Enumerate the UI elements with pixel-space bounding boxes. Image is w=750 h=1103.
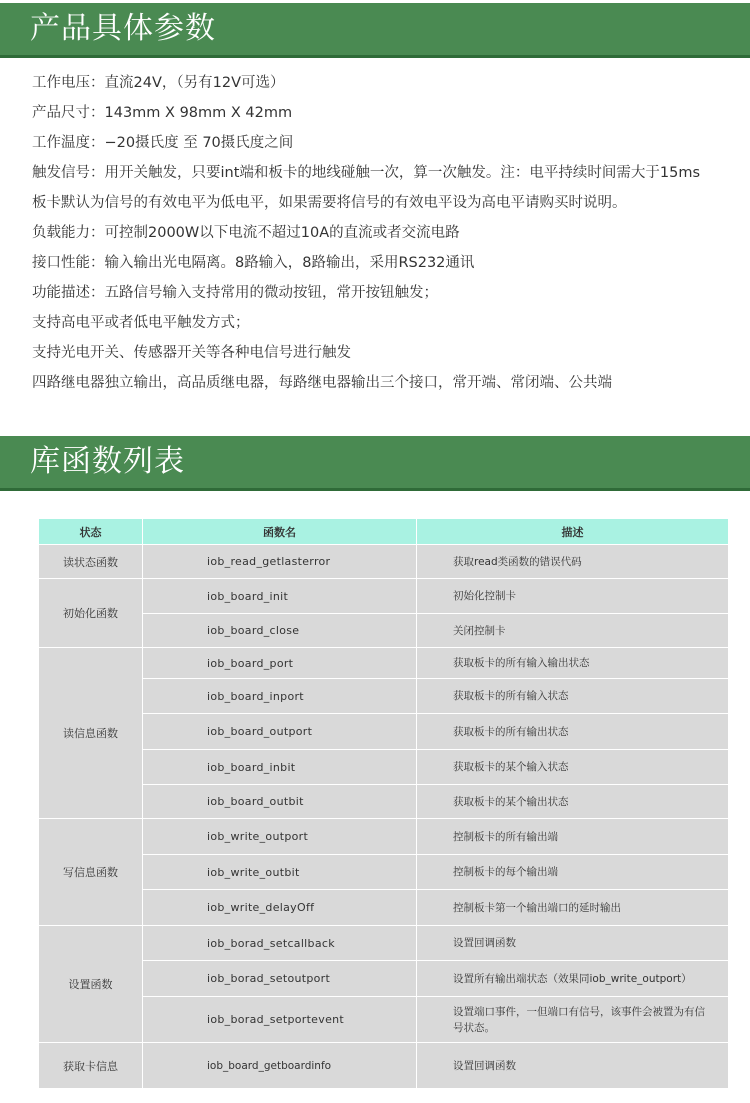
function-name-cell: iob_read_getlasterror (143, 545, 417, 579)
function-name-cell: iob_board_close (143, 614, 417, 648)
description-cell: 控制板卡的所有输出端 (417, 819, 729, 855)
description-cell: 初始化控制卡 (417, 579, 729, 614)
description-cell: 设置回调函数 (417, 1043, 729, 1089)
description-cell: 设置所有输出端状态（效果同iob_write_outport） (417, 961, 729, 997)
spec-line: 支持高电平或者低电平触发方式； (32, 315, 250, 331)
function-table (38, 518, 729, 1089)
table-row (39, 1043, 729, 1089)
description-cell: 控制板卡第一个输出端口的延时输出 (417, 890, 729, 926)
description-cell: 控制板卡的每个输出端 (417, 855, 729, 890)
spec-line: 接口性能：输入输出光电隔离。8路输入，8路输出，采用RS232通讯 (32, 255, 475, 271)
table-row (39, 648, 729, 679)
spec-line: 负载能力：可控制2000W以下电流不超过10A的直流或者交流电路 (32, 225, 460, 241)
table-row (39, 890, 729, 926)
table-row (39, 926, 729, 961)
function-name-cell: iob_board_init (143, 579, 417, 614)
function-name-cell: iob_borad_setportevent (143, 997, 417, 1043)
state-cell: 初始化函数 (39, 579, 143, 648)
description-cell: 获取板卡的某个输出状态 (417, 785, 729, 819)
function-name-cell: iob_write_delayOff (143, 890, 417, 926)
section-title-functions: 库函数列表 (0, 436, 750, 491)
function-name-cell: iob_board_inport (143, 679, 417, 714)
column-header-description: 描述 (417, 519, 729, 545)
table-row (39, 961, 729, 997)
description-cell: 获取板卡的某个输入状态 (417, 750, 729, 785)
function-name-cell: iob_write_outport (143, 819, 417, 855)
table-row (39, 785, 729, 819)
state-cell: 设置函数 (39, 926, 143, 1043)
description-cell: 关闭控制卡 (417, 614, 729, 648)
spec-line: 触发信号：用开关触发，只要int端和板卡的地线碰触一次，算一次触发。注：电平持续时间需大于15ms (32, 165, 701, 181)
spec-line: 四路继电器独立输出，高品质继电器，每路继电器输出三个接口，常开端、常闭端、公共端 (32, 375, 612, 391)
description-cell: 获取板卡的所有输出状态 (417, 714, 729, 750)
description-cell: 设置回调函数 (417, 926, 729, 961)
spec-line: 产品尺寸：143mm X 98mm X 42mm (32, 105, 293, 121)
function-name-cell: iob_board_getboardinfo (143, 1043, 417, 1089)
state-cell: 获取卡信息 (39, 1043, 143, 1089)
spec-line: 支持光电开关、传感器开关等各种电信号进行触发 (32, 345, 351, 361)
state-cell: 读信息函数 (39, 648, 143, 819)
column-header-function-name: 函数名 (143, 519, 417, 545)
table-header-row (39, 519, 729, 545)
function-name-cell: iob_borad_setcallback (143, 926, 417, 961)
function-name-cell: iob_board_port (143, 648, 417, 679)
table-row (39, 579, 729, 614)
description-cell: 获取read类函数的错误代码 (417, 545, 729, 579)
description-cell: 获取板卡的所有输入状态 (417, 679, 729, 714)
function-name-cell: iob_board_outport (143, 714, 417, 750)
table-row (39, 714, 729, 750)
description-cell: 设置端口事件，一但端口有信号，该事件会被置为有信号状态。 (417, 997, 729, 1043)
function-name-cell: iob_board_outbit (143, 785, 417, 819)
table-row (39, 614, 729, 648)
table-row (39, 855, 729, 890)
table-row (39, 997, 729, 1043)
state-cell: 写信息函数 (39, 819, 143, 926)
table-row (39, 750, 729, 785)
spec-line: 工作温度：−20摄氏度 至 70摄氏度之间 (32, 135, 294, 151)
column-header-state: 状态 (39, 519, 143, 545)
table-row (39, 545, 729, 579)
spec-list (32, 68, 744, 398)
function-name-cell: iob_borad_setoutport (143, 961, 417, 997)
spec-line: 板卡默认为信号的有效电平为低电平，如果需要将信号的有效电平设为高电平请购买时说明。 (32, 195, 627, 211)
table-row (39, 819, 729, 855)
spec-line: 功能描述：五路信号输入支持常用的微动按钮，常开按钮触发； (32, 285, 438, 301)
description-cell: 获取板卡的所有输入输出状态 (417, 648, 729, 679)
spec-line: 工作电压：直流24V，（另有12V可选） (32, 75, 285, 91)
table-row (39, 679, 729, 714)
function-name-cell: iob_write_outbit (143, 855, 417, 890)
function-name-cell: iob_board_inbit (143, 750, 417, 785)
section-title-params: 产品具体参数 (0, 3, 750, 58)
state-cell: 读状态函数 (39, 545, 143, 579)
